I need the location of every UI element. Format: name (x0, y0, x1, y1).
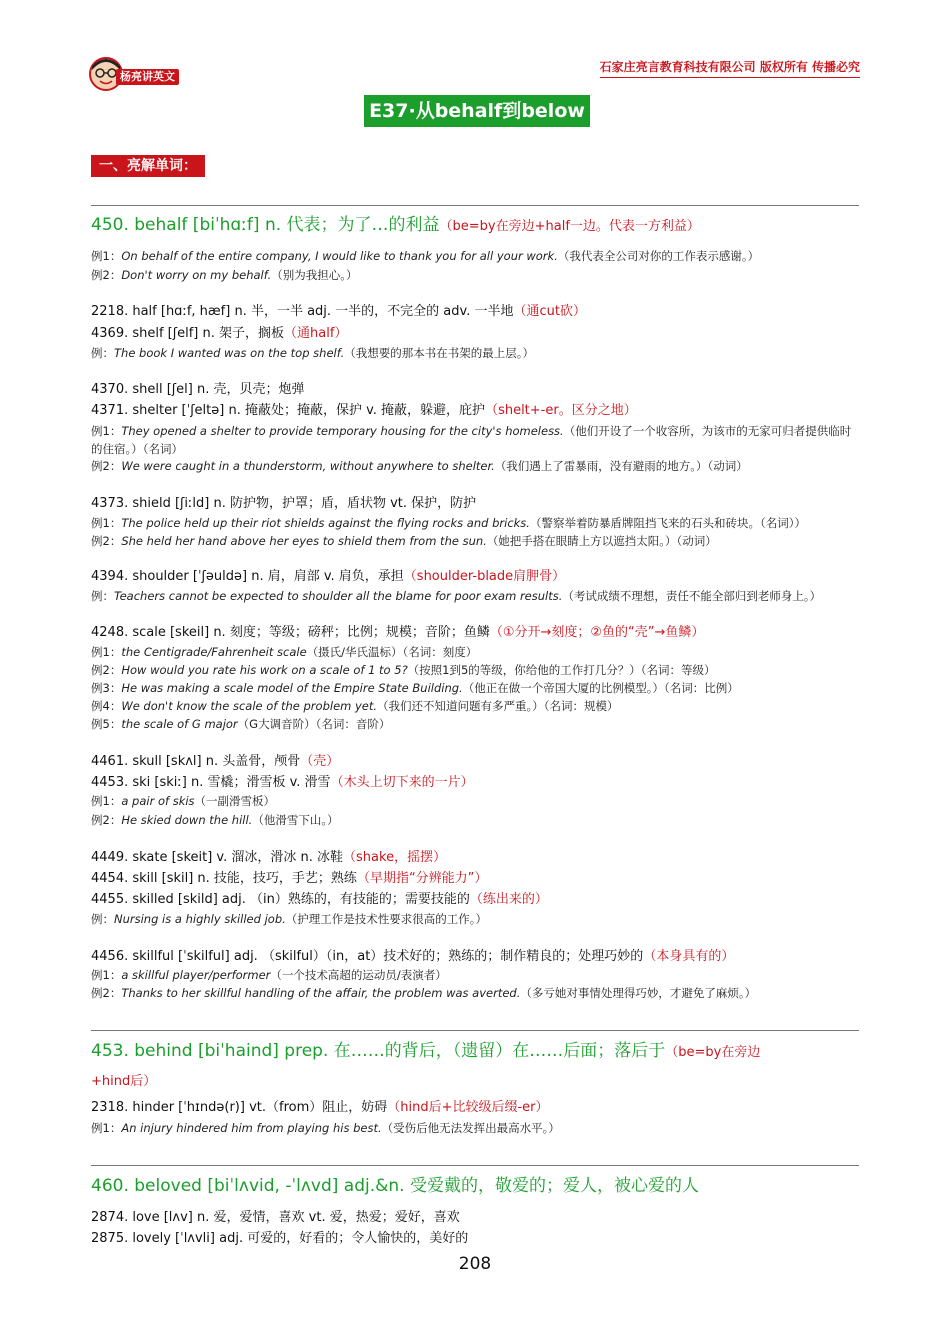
example-en: a skillful player/performer (121, 968, 271, 982)
entry-behind-head-cont (91, 1066, 859, 1096)
etymology-note: （shoulder-blade肩胛骨） (403, 569, 566, 584)
word-text: 2874. love [lʌv] n. 爱，爱情，喜欢 vt. 爱，热爱；爱好，喜欢 (91, 1210, 460, 1225)
example-en: Thanks to her skillful handling of the affair, the problem was averted. (121, 986, 521, 1000)
etymology-note: （早期指“分辨能力”） (356, 871, 488, 886)
example-sentence (91, 984, 859, 1002)
word-text: 4456. skillful [ˈskilful] adj. （skilful）（in，at）技术好的；熟练的；制作精良的；处理巧妙的 (91, 949, 644, 964)
example-en: Nursing is a highly skilled job. (114, 912, 286, 926)
word-line (91, 380, 859, 400)
example-en: The police held up their riot shields against the flying rocks and bricks. (121, 516, 530, 530)
example-sentence (91, 679, 859, 697)
etymology-note: （通cut砍） (513, 304, 586, 319)
word-text: 2318. hinder [ˈhɪndə(r)] vt.（from）阻止，妨碍 (91, 1100, 388, 1115)
example-prefix: 例2： (91, 986, 122, 1000)
example-prefix: 例2： (91, 268, 122, 282)
word-text: 4369. shelf [ʃelf] n. 架子，搁板 (91, 326, 285, 341)
word-line (91, 494, 859, 514)
example-prefix: 例4： (91, 699, 122, 713)
example-prefix: 例5： (91, 717, 122, 731)
example-prefix: 例： (91, 912, 114, 926)
example-zh: （摄氏/华氏温标）（名词：刻度） (306, 645, 478, 659)
example-zh: （我代表全公司对你的工作表示感谢。） (557, 249, 760, 263)
word-text: 4455. skilled [skild] adj. （in）熟练的，有技能的；需要技能的 (91, 892, 470, 907)
page-title: E37·从behalf到below (364, 95, 590, 127)
example-en: An injury hindered him from playing his best. (121, 1121, 382, 1135)
example-zh: （他们开设了一个收容所，为该市的无家可归者提供临时的住宿。）（名词） (91, 424, 852, 456)
word-line (91, 302, 859, 322)
word-text: 2218. half [hɑːf, hæf] n. 半，一半 adj. 一半的，不完全的 adv. 一半地 (91, 304, 514, 319)
example-prefix: 例1： (91, 516, 122, 530)
example-en: She held her hand above her eyes to shield them from the sun. (121, 534, 487, 548)
example-prefix: 例1： (91, 424, 122, 438)
example-en: the Centigrade/Fahrenheit scale (121, 645, 307, 659)
example-sentence (91, 422, 859, 458)
word-text: 4248. scale [skeil] n. 刻度；等级；磅秤；比例；规模；音阶；鱼鳞 (91, 625, 490, 640)
word-line (91, 324, 859, 344)
example-sentence (91, 661, 859, 679)
example-zh: （考试成绩不理想，责任不能全部归到老师身上。） (562, 589, 822, 603)
example-prefix: 例1： (91, 794, 122, 808)
entry-beloved-head (91, 1172, 859, 1200)
word-text: 4373. shield [ʃiːld] n. 防护物，护罩；盾，盾状物 vt. 保护，防护 (91, 496, 477, 511)
word-line (91, 848, 859, 868)
example-zh: （我们还不知道问题有多严重。）（名词：规模） (377, 699, 619, 713)
example-en: How would you rate his work on a scale of 1 to 5? (121, 663, 408, 677)
example-prefix: 例1： (91, 968, 122, 982)
etymology-note: （本身具有的） (643, 949, 735, 964)
copyright-notice: 石家庄亮言教育科技有限公司 版权所有 传播必究 (600, 58, 860, 78)
example-en: We were caught in a thunderstorm, without anywhere to shelter. (121, 459, 495, 473)
etymology-note: （木头上切下来的一片） (330, 775, 474, 790)
word-text: 4394. shoulder [ˈʃəuldə] n. 肩，肩部 v. 肩负，承担 (91, 569, 404, 584)
example-zh: （我们遇上了雷暴雨，没有避雨的地方。）（动词） (494, 459, 748, 473)
example-sentence (91, 715, 859, 733)
example-en: The book I wanted was on the top shelf. (114, 346, 345, 360)
example-en: the scale of G major (121, 717, 238, 731)
example-prefix: 例： (91, 346, 114, 360)
etymology-note: （练出来的） (469, 892, 548, 907)
example-prefix: 例1： (91, 249, 122, 263)
page-number: 208 (458, 1254, 492, 1274)
word-line (91, 623, 859, 643)
example-sentence (91, 344, 859, 362)
example-prefix: 例2： (91, 534, 122, 548)
entry-headword: 453. behind [biˈhaind] prep. 在……的背后，（遗留）在……后面；落后于 (91, 1041, 666, 1061)
example-sentence (91, 643, 859, 661)
word-text: 4454. skill [skil] n. 技能，技巧，手艺；熟练 (91, 871, 357, 886)
example-prefix: 例： (91, 589, 114, 603)
entry-headword: 460. beloved [biˈlʌvid, -ˈlʌvd] adj.&n. 受爱戴的，敬爱的；爱人，被心爱的人 (91, 1176, 699, 1196)
example-prefix: 例1： (91, 645, 122, 659)
example-zh: （一个技术高超的运动员/表演者） (270, 968, 447, 982)
word-line (91, 401, 859, 421)
word-line (91, 1208, 859, 1228)
example-en: He was making a scale model of the Empire State Building. (121, 681, 463, 695)
example-en: On behalf of the entire company, I would like to thank you for all your work. (121, 249, 558, 263)
word-line (91, 567, 859, 587)
example-sentence (91, 457, 859, 475)
divider (91, 205, 859, 206)
section-tag: 一、亮解单词： (91, 155, 205, 177)
example-zh: （我想要的那本书在书架的最上层。） (344, 346, 534, 360)
example-sentence (91, 587, 859, 605)
word-line (91, 947, 859, 967)
example-en: He skied down the hill. (121, 813, 253, 827)
example-sentence (91, 514, 859, 532)
example-en: Don't worry on my behalf. (121, 268, 272, 282)
example-prefix: 例2： (91, 663, 122, 677)
word-text: 4449. skate [skeit] v. 溜冰，滑冰 n. 冰鞋 (91, 850, 344, 865)
example-sentence (91, 966, 859, 984)
word-text: 4371. shelter [ˈʃeltə] n. 掩蔽处；掩蔽，保护 v. 掩蔽，躲避，庇护 (91, 403, 486, 418)
etymology-note: （通half） (284, 326, 348, 341)
example-en: a pair of skis (121, 794, 195, 808)
example-zh: （别为我担心。） (271, 268, 358, 282)
example-prefix: 例1： (91, 1121, 122, 1135)
example-sentence (91, 1119, 859, 1137)
example-sentence (91, 532, 859, 550)
example-zh: （多亏她对事情处理得巧妙，才避免了麻烦。） (520, 986, 757, 1000)
entry-behind-head (91, 1037, 859, 1067)
logo (88, 54, 188, 96)
example-zh: （他正在做一个帝国大厦的比例模型。）（名词：比例） (462, 681, 739, 695)
etymology-note: （①分开→刻度；②鱼的“壳”→鱼鳞） (489, 625, 705, 640)
example-sentence (91, 266, 859, 284)
example-prefix: 例2： (91, 813, 122, 827)
example-en: They opened a shelter to provide temporary housing for the city's homeless. (121, 424, 564, 438)
word-line (91, 752, 859, 772)
example-zh: （受伤后他无法发挥出最高水平。） (381, 1121, 560, 1135)
word-text: 2875. lovely [ˈlʌvli] adj. 可爱的，好看的；令人愉快的，美好的 (91, 1231, 469, 1246)
divider (91, 1165, 859, 1166)
example-zh: （G大调音阶）（名词：音阶） (237, 717, 391, 731)
word-text: 4461. skull [skʌl] n. 头盖骨，颅骨 (91, 754, 301, 769)
example-sentence (91, 247, 859, 265)
etymology-note: +hind后） (91, 1074, 157, 1089)
example-prefix: 例2： (91, 459, 122, 473)
example-en: Teachers cannot be expected to shoulder all the blame for poor exam results. (114, 589, 563, 603)
example-en: We don't know the scale of the problem yet. (121, 699, 378, 713)
etymology-note: （shake，摇摆） (343, 850, 447, 865)
example-sentence (91, 697, 859, 715)
example-sentence (91, 910, 859, 928)
example-sentence (91, 811, 859, 829)
entry-headword: 450. behalf [biˈhɑːf] n. 代表；为了…的利益 (91, 215, 440, 235)
etymology-note: （be=by在旁边 (665, 1045, 761, 1060)
word-text: 4453. ski [skiː] n. 雪橇；滑雪板 v. 滑雪 (91, 775, 331, 790)
logo-text: 杨亮讲英文 (116, 69, 179, 85)
word-line (91, 773, 859, 793)
example-zh: （按照1到5的等级，你给他的工作打几分？）（名词：等级） (407, 663, 716, 677)
example-zh: （她把手搭在眼睛上方以遮挡太阳。）（动词） (486, 534, 717, 548)
entry-behalf-head (91, 211, 859, 241)
etymology-note: （shelt+-er。区分之地） (485, 403, 637, 418)
example-zh: （他滑雪下山。） (252, 813, 339, 827)
divider (91, 1030, 859, 1031)
etymology-note: （壳） (300, 754, 340, 769)
example-zh: （警察举着防暴盾牌阻挡飞来的石头和砖块。（名词）） (529, 516, 806, 530)
example-sentence (91, 792, 859, 810)
example-zh: （一副滑雪板） (194, 794, 276, 808)
example-zh: （护理工作是技术性要求很高的工作。） (285, 912, 488, 926)
word-line (91, 890, 859, 910)
word-line (91, 1098, 859, 1118)
etymology-note: （be=by在旁边+half一边。代表一方利益） (439, 219, 700, 234)
word-text: 4370. shell [ʃel] n. 壳，贝壳；炮弹 (91, 382, 305, 397)
word-line (91, 869, 859, 889)
word-line (91, 1229, 859, 1249)
example-prefix: 例3： (91, 681, 122, 695)
etymology-note: （hind后+比较级后缀-er） (387, 1100, 549, 1115)
